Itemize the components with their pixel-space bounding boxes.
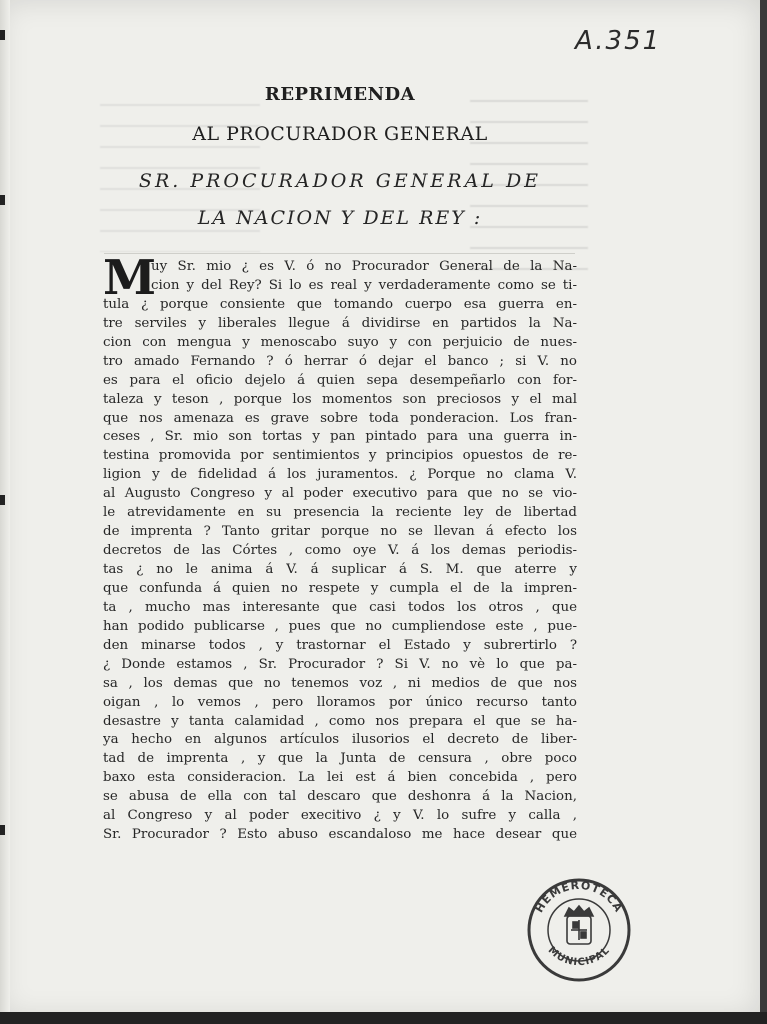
title-line-4: LA NACION Y DEL REY : (197, 207, 483, 229)
body-line: tad de imprenta , y que la Junta de censura , obre poco (103, 751, 577, 767)
body-line: al Congreso y al poder execitivo ¿ y V. lo sufre y calla , (103, 808, 577, 824)
stamp-bottom-text: MUNICIPAL (545, 944, 613, 969)
body-line: uy Sr. mio ¿ es V. ó no Procurador General de la Na- (151, 259, 577, 274)
body-line: baxo esta consideracion. La lei est á bien concebida , pero (103, 770, 577, 786)
body-line: tro amado Fernando ? ó herrar ó dejar el banco ; si V. no (103, 353, 577, 369)
scan-edge-bottom (0, 1012, 767, 1024)
body-line: es para el oficio dejelo á quien sepa desempeñarlo con for- (103, 372, 577, 388)
body-line: tre serviles y liberales llegue á dividirse en partidos la Na- (103, 315, 577, 331)
body-line: testina promovida por sentimientos y principios opuestos de re- (103, 448, 577, 464)
body-line: al Augusto Congreso y al poder executivo para que no se vio- (103, 486, 577, 502)
body-line: se abusa de ella con tal descaro que deshonra á la Nacion, (103, 789, 577, 805)
catalog-number: A.351 (575, 26, 662, 56)
stamp-top-text: HEMEROTECA (532, 878, 626, 915)
body-line: han podido publicarse , pues que no cumpliendose este , pue- (103, 618, 577, 634)
title-line-2: AL PROCURADOR GENERAL (192, 123, 488, 145)
body-line: que nos amenaza es grave sobre toda ponderacion. Los fran- (103, 410, 577, 426)
body-line: cion con mengua y menoscabo suyo y con perjuicio de nues- (103, 334, 577, 350)
title-divider (104, 253, 575, 254)
title-line-1: REPRIMENDA (264, 84, 416, 105)
body-line: decretos de las Córtes , como oye V. á los demas periodis- (103, 543, 577, 559)
svg-text:MUNICIPAL (546, 945, 613, 969)
body-text (103, 250, 577, 858)
body-line: tas ¿ no le anima á V. á suplicar á S. M. que aterre y (103, 562, 577, 577)
body-line: desastre y tanta calamidad , como nos prepara el que se ha- (103, 713, 577, 729)
body-line: ligion y de fidelidad á los juramentos. ¿ Porque no clama V. (103, 467, 577, 483)
body-line: oigan , lo vemos , pero lloramos por único recurso tanto (103, 694, 577, 710)
body-line: sa , los demas que no tenemos voz , ni medios de que nos (103, 675, 577, 691)
body-line: taleza y teson , porque los momentos son preciosos y el mal (103, 391, 577, 407)
body-line: de imprenta ? Tanto gritar porque no se llevan á efecto los (103, 524, 577, 540)
body-line: Sr. Procurador ? Esto abuso escandaloso me hace desear que (103, 827, 577, 843)
body-line: cion y del Rey? Si lo es real y verdaderamente como se ti- (151, 277, 577, 293)
drop-cap: M (103, 250, 157, 306)
page-left-edge (0, 0, 10, 1018)
coat-of-arms-icon (565, 906, 593, 944)
body-line: que confunda á quien no respete y cumpla el de la impren- (103, 580, 577, 596)
body-line: le atrevidamente en su presencia la reciente ley de libertad (103, 505, 577, 521)
title-line-3: SR. PROCURADOR GENERAL DE (138, 170, 542, 192)
body-line: ¿ Donde estamos , Sr. Procurador ? Si V. no vè lo que pa- (103, 656, 577, 672)
library-stamp (524, 872, 634, 982)
body-line: ya hecho en algunos artículos ilusorios el decreto de liber- (103, 732, 577, 748)
scan-edge-right (760, 0, 767, 1024)
body-line: tula ¿ porque consiente que tomando cuerpo esa guerra en- (103, 296, 577, 312)
body-line: ceses , Sr. mio son tortas y pan pintado para una guerra in- (103, 429, 577, 445)
body-line: den minarse todos , y trastornar el Estado y subrertirlo ? (103, 637, 577, 653)
body-line: ta , mucho mas interesante que casi todos los otros , que (103, 599, 577, 615)
